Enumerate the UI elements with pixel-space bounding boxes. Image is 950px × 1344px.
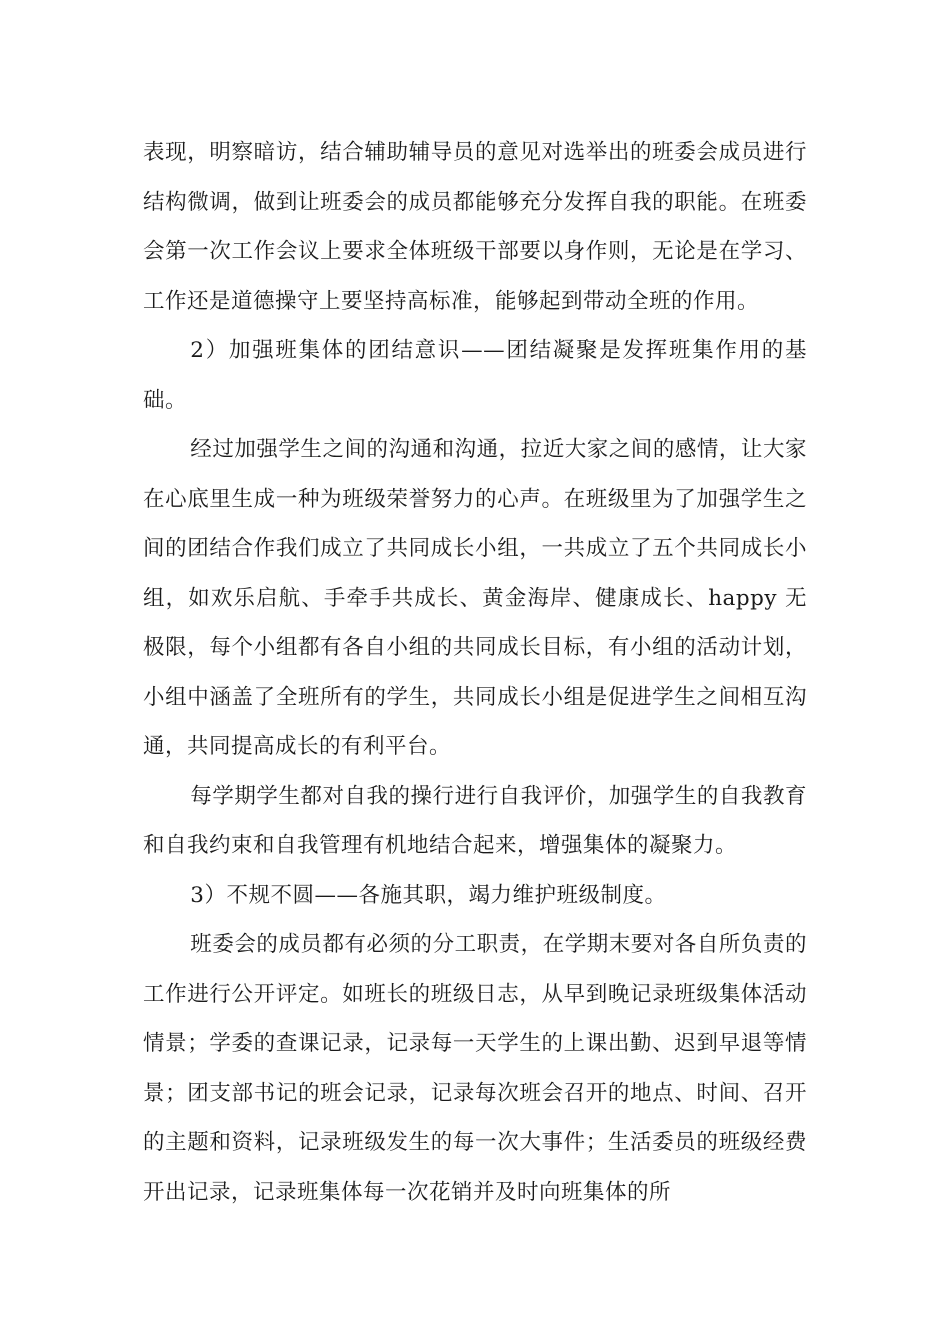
body-text xyxy=(143,128,807,1217)
paragraph-self-evaluation: 每学期学生都对自我的操行进行自我评价，加强学生的自我教育和自我约束和自我管理有机地结合起来，增强集体的凝聚力。 xyxy=(143,783,807,858)
paragraph-unity: 经过加强学生之间的沟通和沟通，拉近大家之间的感情，让大家在心底里生成一种为班级荣誉努力的心声。在班级里为了加强学生之间的团结合作我们成立了共同成长小组，一共成立了五个共同成长小组，如欢乐启航、手牵手共成长、黄金海岸、健康成长、happy 无极限，每个小组都有各自小组的共同成长目标，有小组的活动计划，小组中涵盖了全班所有的学生，共同成长小组是促进学生之间相互沟通，共同提高成长的有利平台。 xyxy=(143,437,807,759)
paragraph-duties: 班委会的成员都有必须的分工职责，在学期末要对各自所负责的工作进行公开评定。如班长的班级日志，从早到晚记录班级集体活动情景；学委的查课记录，记录每一天学生的上课出勤、迟到早退等情景；团支部书记的班会记录，记录每次班会召开的地点、时间、召开的主题和资料，记录班级发生的每一次大事件；生活委员的班级经费开出记录，记录班集体每一次花销并及时向班集体的所 xyxy=(143,932,807,1205)
paragraph-heading-2: 2）加强班集体的团结意识——团结凝聚是发挥班集作用的基础。 xyxy=(143,338,807,413)
paragraph-heading-3: 3）不规不圆——各施其职，竭力维护班级制度。 xyxy=(190,882,667,908)
paragraph-continuation: 表现，明察暗访，结合辅助辅导员的意见对选举出的班委会成员进行结构微调，做到让班委会的成员都能够充分发挥自我的职能。在班委会第一次工作会议上要求全体班级干部要以身作则，无论是在学习、工作还是道德操守上要坚持高标准，能够起到带动全班的作用。 xyxy=(143,140,807,314)
